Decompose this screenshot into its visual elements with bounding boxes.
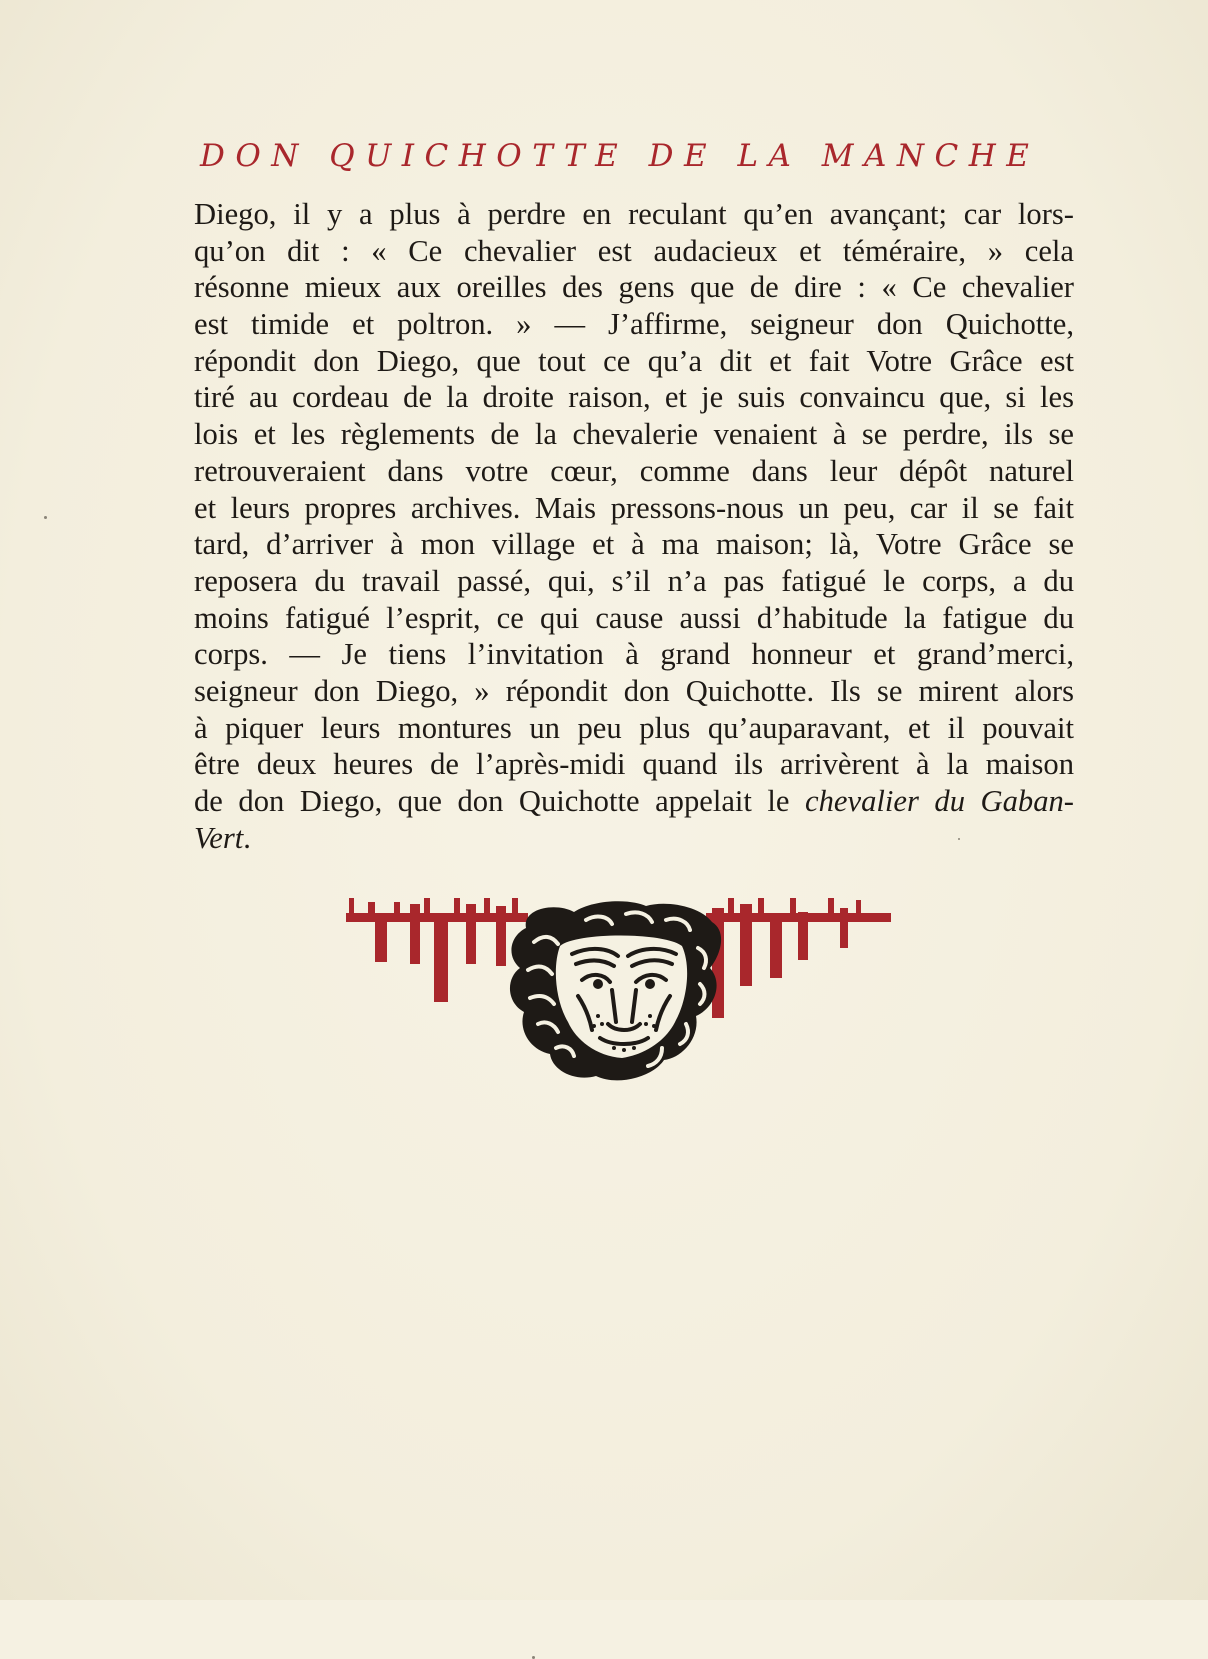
text-line: être deux heures de l’après-midi quand ils arrivèrent à la maison: [194, 747, 1074, 782]
text-line: répondit don Diego, que tout ce qu’a dit et fait Votre Grâce est: [194, 343, 1074, 378]
text-line: résonne mieux aux oreilles des gens que de dire : « Ce chevalier: [194, 270, 1074, 305]
text-segment: de don Diego, que don Quichotte appelait le: [194, 784, 806, 818]
running-head: DON QUICHOTTE DE LA MANCHE: [200, 138, 1040, 174]
text-line: tard, d’arriver à mon village et à ma maison; là, Votre Grâce se: [194, 527, 1074, 562]
text-line: est timide et poltron. » — J’affirme, seigneur don Quichotte,: [194, 307, 1074, 342]
paper-speck: [958, 838, 960, 840]
text-line: Diego, il y a plus à perdre en reculant qu’en avançant; car lors-: [194, 197, 1074, 231]
text-line: qu’on dit : « Ce chevalier est audacieux et téméraire, » cela: [194, 233, 1074, 268]
text-line: [194, 783, 1074, 820]
lion-head-ornament-icon: [346, 898, 916, 1084]
lion-head-icon: [510, 901, 721, 1080]
text-line: à piquer leurs montures un peu plus qu’auparavant, et il pouvait: [194, 710, 1074, 745]
text-line: seigneur don Diego, » répondit don Quichotte. Ils se mirent alors: [194, 673, 1074, 708]
text-line: moins fatigué l’esprit, ce qui cause aussi d’habitude la fatigue du: [194, 600, 1074, 635]
italic-title: Vert: [194, 820, 244, 855]
text-line: et leurs propres archives. Mais pressons-nous un peu, car il se fait: [194, 490, 1074, 525]
text-line: reposera du travail passé, qui, s’il n’a pas fatigué le corps, a du: [194, 563, 1074, 598]
text-line: [194, 820, 1074, 857]
text-line: lois et les règlements de la chevalerie venaient à se perdre, ils se: [194, 417, 1074, 452]
paper-speck: [44, 516, 47, 519]
text-line: tiré au cordeau de la droite raison, et je suis convaincu que, si les: [194, 380, 1074, 415]
text-line: corps. — Je tiens l’invitation à grand honneur et grand’merci,: [194, 637, 1074, 672]
italic-title: chevalier du Gaban-: [805, 784, 1074, 818]
text-line: retrouveraient dans votre cœur, comme dans leur dépôt naturel: [194, 453, 1074, 488]
text-segment: .: [243, 820, 251, 855]
body-text: [194, 196, 1074, 856]
